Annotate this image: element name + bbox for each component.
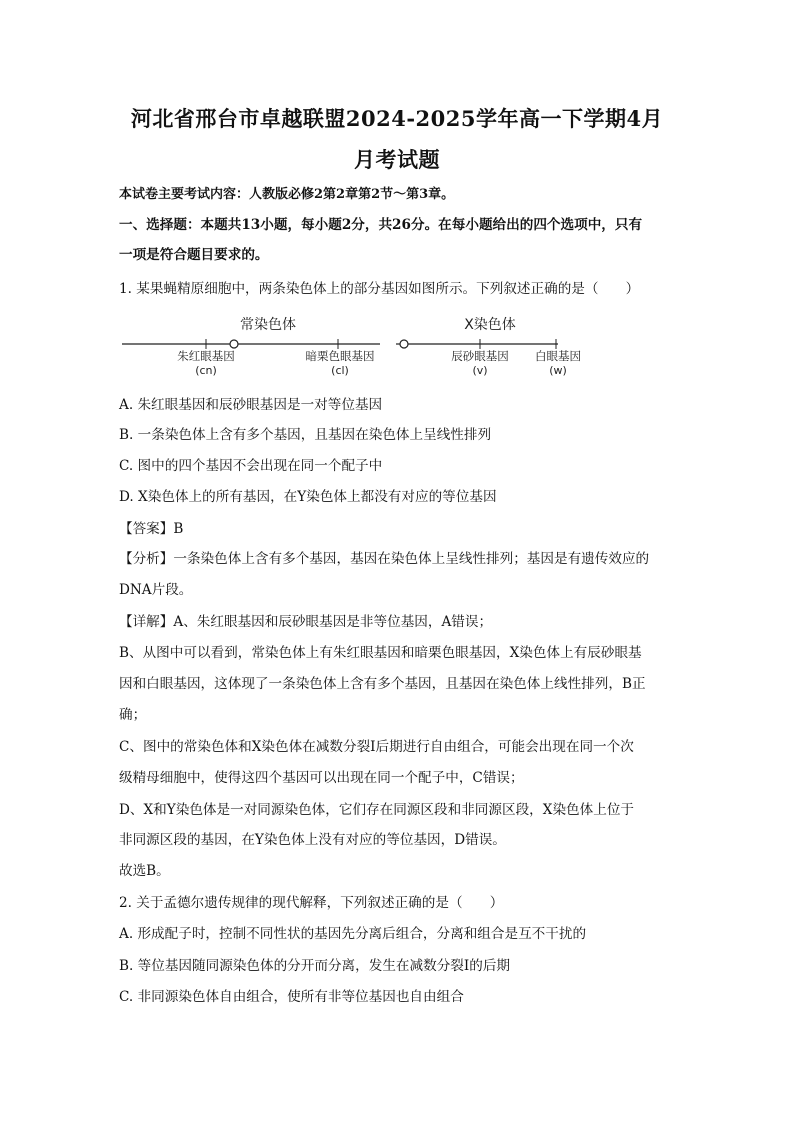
gene-symbol-cn: (cn) xyxy=(195,364,217,377)
question-1-option-c: C. 图中的四个基因不会出现在同一个配子中 xyxy=(119,458,383,474)
question-1-detail-line8: 非同源区段的基因，在Y染色体上没有对应的等位基因，D错误。 xyxy=(119,832,506,848)
question-2-option-b: B. 等位基因随同源染色体的分开而分离，发生在减数分裂Ⅰ的后期 xyxy=(119,958,511,974)
gene-symbol-w: (w) xyxy=(549,364,567,377)
gene-symbol-cl: (cl) xyxy=(331,364,349,377)
autosome-centromere xyxy=(230,340,238,348)
question-1-detail-line1: 【详解】A、朱红眼基因和辰砂眼基因是非等位基因，A错误； xyxy=(119,614,493,630)
question-1-answer: 【答案】B xyxy=(119,521,184,537)
question-1-detail-line5: C、图中的常染色体和X染色体在减数分裂Ⅰ后期进行自由组合，可能会出现在同一个次 xyxy=(119,739,634,755)
question-1-detail-line6: 级精母细胞中，使得这四个基因可以出现在同一个配子中，C错误； xyxy=(119,770,524,786)
chromosome-gene-figure xyxy=(118,308,598,380)
question-1-option-a: A. 朱红眼基因和辰砂眼基因是一对等位基因 xyxy=(119,397,383,413)
autosome-label: 常染色体 xyxy=(240,317,296,333)
page-title-line2: 月考试题 xyxy=(354,147,440,172)
question-1-detail-line4: 确； xyxy=(119,707,147,723)
question-1-analysis-line1: 【分析】一条染色体上含有多个基因，基因在染色体上呈线性排列；基因是有遗传效应的 xyxy=(119,551,650,567)
exam-scope: 本试卷主要考试内容：人教版必修2第2章第2节～第3章。 xyxy=(119,187,455,202)
question-1-detail-line7: D、X和Y染色体是一对同源染色体，它们存在同源区段和非同源区段，X染色体上位于 xyxy=(119,802,635,818)
question-2-option-c: C. 非同源染色体自由组合，使所有非等位基因也自由组合 xyxy=(119,989,464,1005)
page-title-line1: 河北省邢台市卓越联盟2024-2025学年高一下学期4月 xyxy=(130,106,664,131)
question-1-analysis-line2: DNA片段。 xyxy=(119,582,193,598)
gene-symbol-v: (v) xyxy=(472,364,488,377)
x-chromosome-label: X染色体 xyxy=(464,317,516,333)
gene-name-w: 白眼基因 xyxy=(535,349,581,363)
question-1-conclusion: 故选B。 xyxy=(119,863,170,879)
question-2-stem: 2. 关于孟德尔遗传规律的现代解释，下列叙述正确的是（ ） xyxy=(119,895,504,911)
gene-name-cl: 暗栗色眼基因 xyxy=(305,349,375,363)
question-1-detail-line3: 因和白眼基因，这体现了一条染色体上含有多个基因，且基因在染色体上线性排列，B正 xyxy=(119,676,646,692)
section-heading-line1: 一、选择题：本题共13小题，每小题2分，共26分。在每小题给出的四个选项中，只有 xyxy=(119,217,643,233)
question-1-option-d: D. X染色体上的所有基因，在Y染色体上都没有对应的等位基因 xyxy=(119,489,497,505)
question-1-stem: 1. 某果蝇精原细胞中，两条染色体上的部分基因如图所示。下列叙述正确的是（ ） xyxy=(119,281,640,297)
gene-name-v: 辰砂眼基因 xyxy=(451,349,509,363)
x-chromosome-centromere xyxy=(400,340,408,348)
gene-name-cn: 朱红眼基因 xyxy=(177,349,235,363)
question-1-detail-line2: B、从图中可以看到，常染色体上有朱红眼基因和暗栗色眼基因，X染色体上有辰砂眼基 xyxy=(119,645,642,661)
question-2-option-a: A. 形成配子时，控制不同性状的基因先分离后组合，分离和组合是互不干扰的 xyxy=(119,926,587,942)
question-1-option-b: B. 一条染色体上含有多个基因，且基因在染色体上呈线性排列 xyxy=(119,427,492,443)
section-heading-line2: 一项是符合题目要求的。 xyxy=(119,247,269,263)
